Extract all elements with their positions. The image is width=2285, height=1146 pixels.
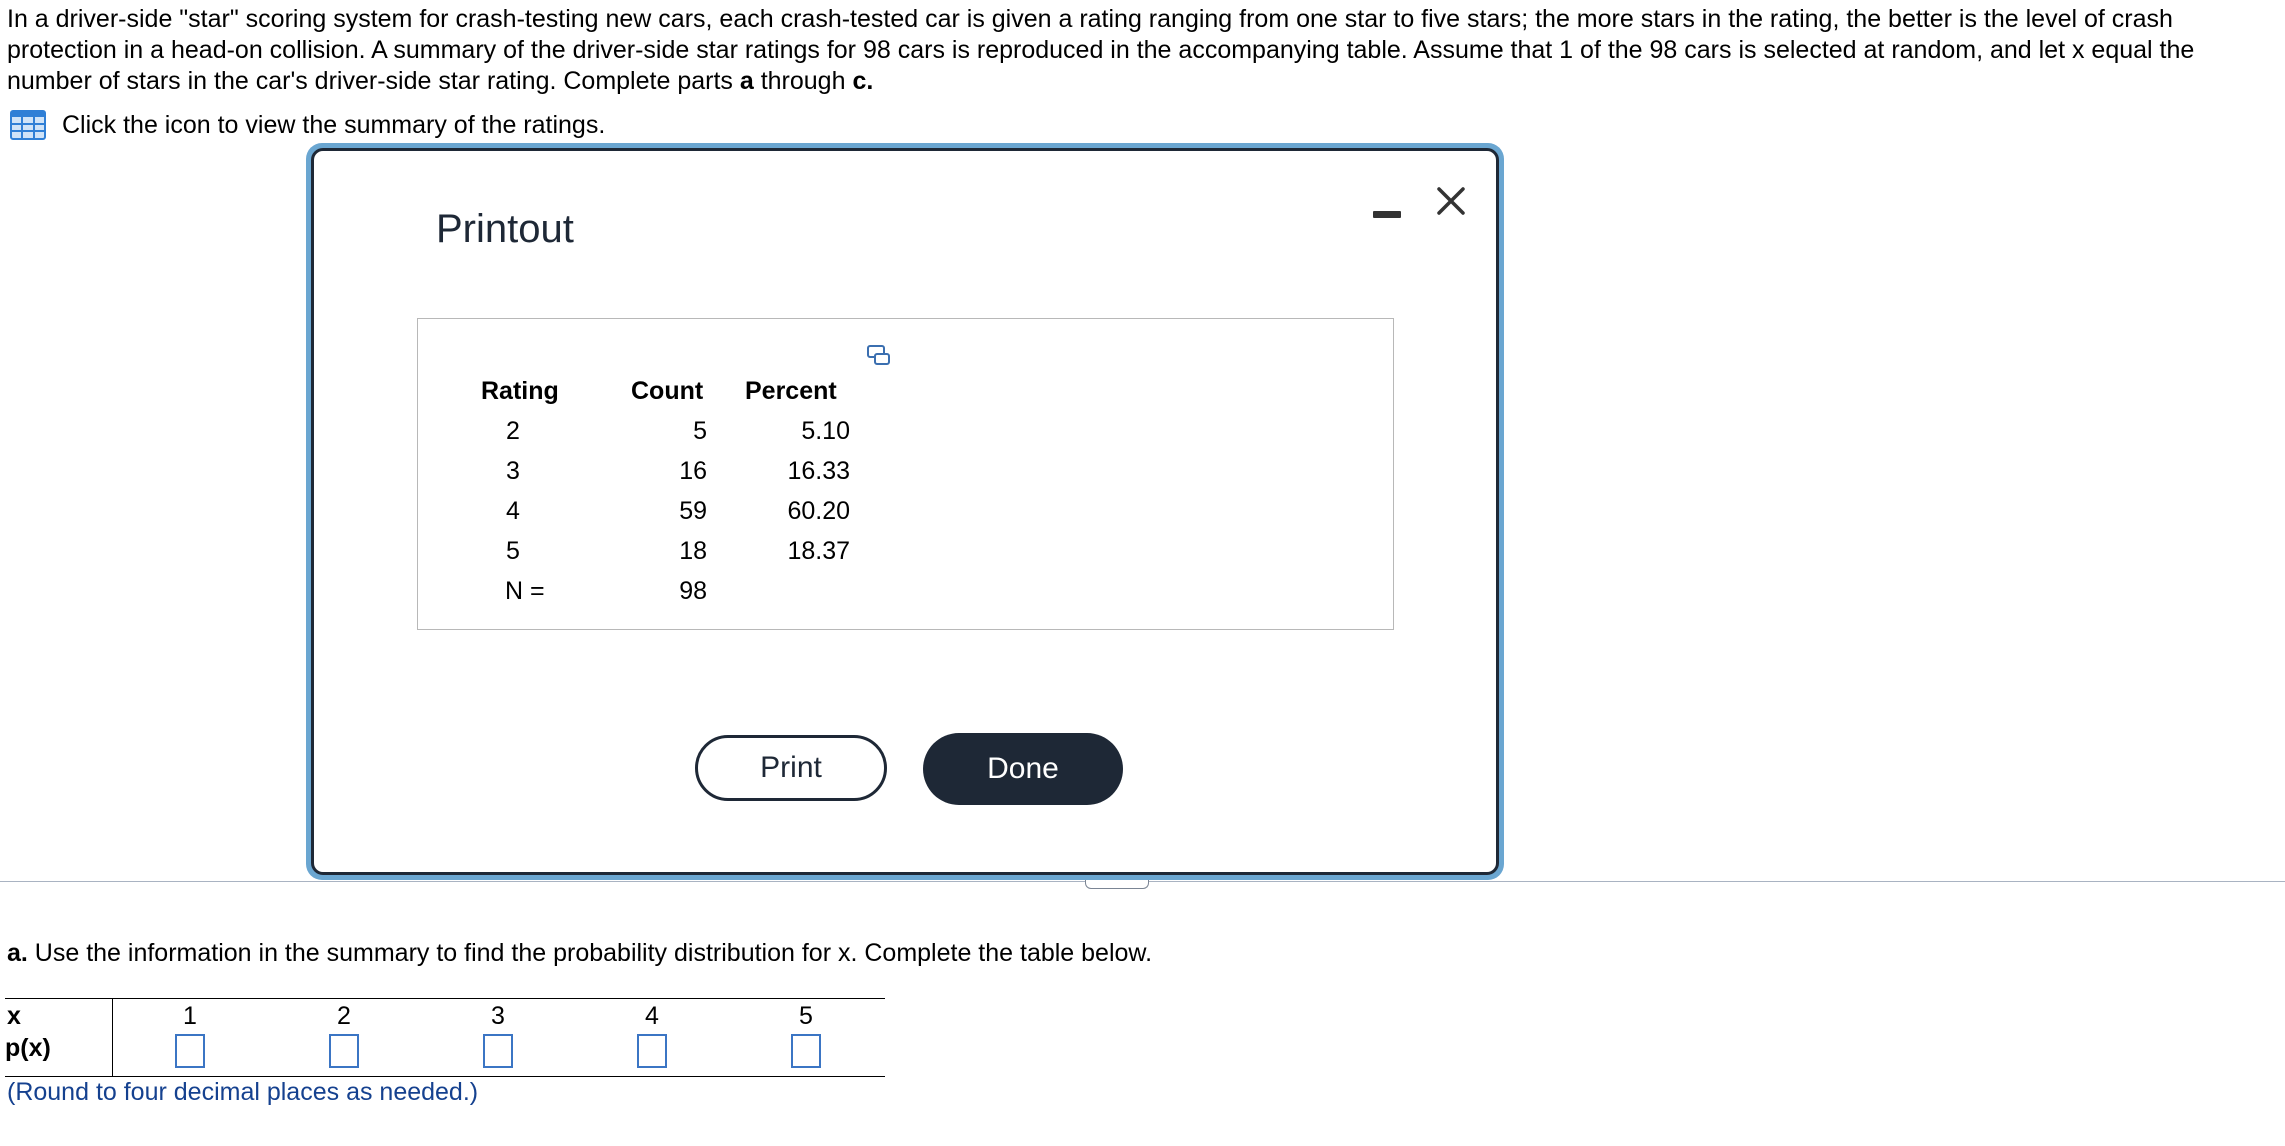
problem-text: In a driver-side "star" scoring system for crash-testing new cars, each crash-tested car is given a rating ranging from one star to five stars; the more stars in the rating, the better is the level of crash protection in a head-on collision. A summary of the driver-side star ratings for 98 cars is reproduced in the accompanying table. Assume that 1 of the 98 cars is selected at random, and let x equal the number of stars in the car's driver-side star rating. Complete parts [7, 5, 2195, 95]
x-row-label: x [7, 1002, 21, 1030]
px-answer-input-2[interactable] [329, 1034, 359, 1068]
rounding-note: (Round to four decimal places as needed.) [7, 1078, 479, 1106]
print-button[interactable]: Print [695, 735, 887, 801]
summary-table-box [417, 318, 1394, 630]
row-rating: 5 [506, 537, 520, 565]
header-count: Count [631, 377, 704, 405]
row-count: 16 [679, 457, 707, 485]
table-icon[interactable] [10, 110, 46, 140]
row-count: 18 [679, 537, 707, 565]
x-value: 5 [799, 1002, 813, 1030]
part-a-label: a. [7, 939, 28, 967]
px-answer-input-5[interactable] [791, 1034, 821, 1068]
problem-through-text: through [753, 67, 853, 95]
px-answer-input-3[interactable] [483, 1034, 513, 1068]
row-percent: 60.20 [787, 497, 850, 525]
summary-link-text: Click the icon to view the summary of the ratings. [62, 110, 606, 139]
problem-part-a-ref: a [739, 67, 754, 95]
part-a-text: Use the information in the summary to find the probability distribution for x. Complete the table below. [27, 939, 1153, 967]
dialog-title: Printout [436, 207, 574, 251]
close-icon[interactable] [1431, 181, 1471, 221]
total-label: N = [505, 577, 545, 605]
x-value: 1 [183, 1002, 197, 1030]
done-button[interactable]: Done [923, 733, 1123, 805]
row-rating: 4 [506, 497, 520, 525]
row-percent: 5.10 [801, 417, 850, 445]
probability-distribution-table [5, 998, 885, 1076]
minimize-icon[interactable] [1370, 199, 1404, 229]
table-bottom-rule [5, 1076, 885, 1077]
summary-link-row [10, 108, 605, 142]
table-column-rule [112, 998, 113, 1076]
row-rating: 3 [506, 457, 520, 485]
row-percent: 16.33 [787, 457, 850, 485]
x-value: 2 [337, 1002, 351, 1030]
problem-part-c-ref: c. [852, 67, 874, 95]
px-answer-input-1[interactable] [175, 1034, 205, 1068]
ratings-summary-table [418, 319, 1393, 629]
row-rating: 2 [506, 417, 520, 445]
printout-dialog [311, 148, 1499, 875]
x-value: 3 [491, 1002, 505, 1030]
x-value: 4 [645, 1002, 659, 1030]
row-percent: 18.37 [787, 537, 850, 565]
header-rating: Rating [481, 377, 559, 405]
row-count: 5 [693, 417, 707, 445]
problem-statement [7, 4, 2282, 97]
row-count: 59 [679, 497, 707, 525]
table-top-rule [5, 998, 885, 999]
header-percent: Percent [745, 377, 837, 405]
part-a-instructions [7, 939, 1152, 968]
px-row-label: p(x) [5, 1034, 51, 1062]
px-answer-input-4[interactable] [637, 1034, 667, 1068]
total-count: 98 [679, 577, 707, 605]
